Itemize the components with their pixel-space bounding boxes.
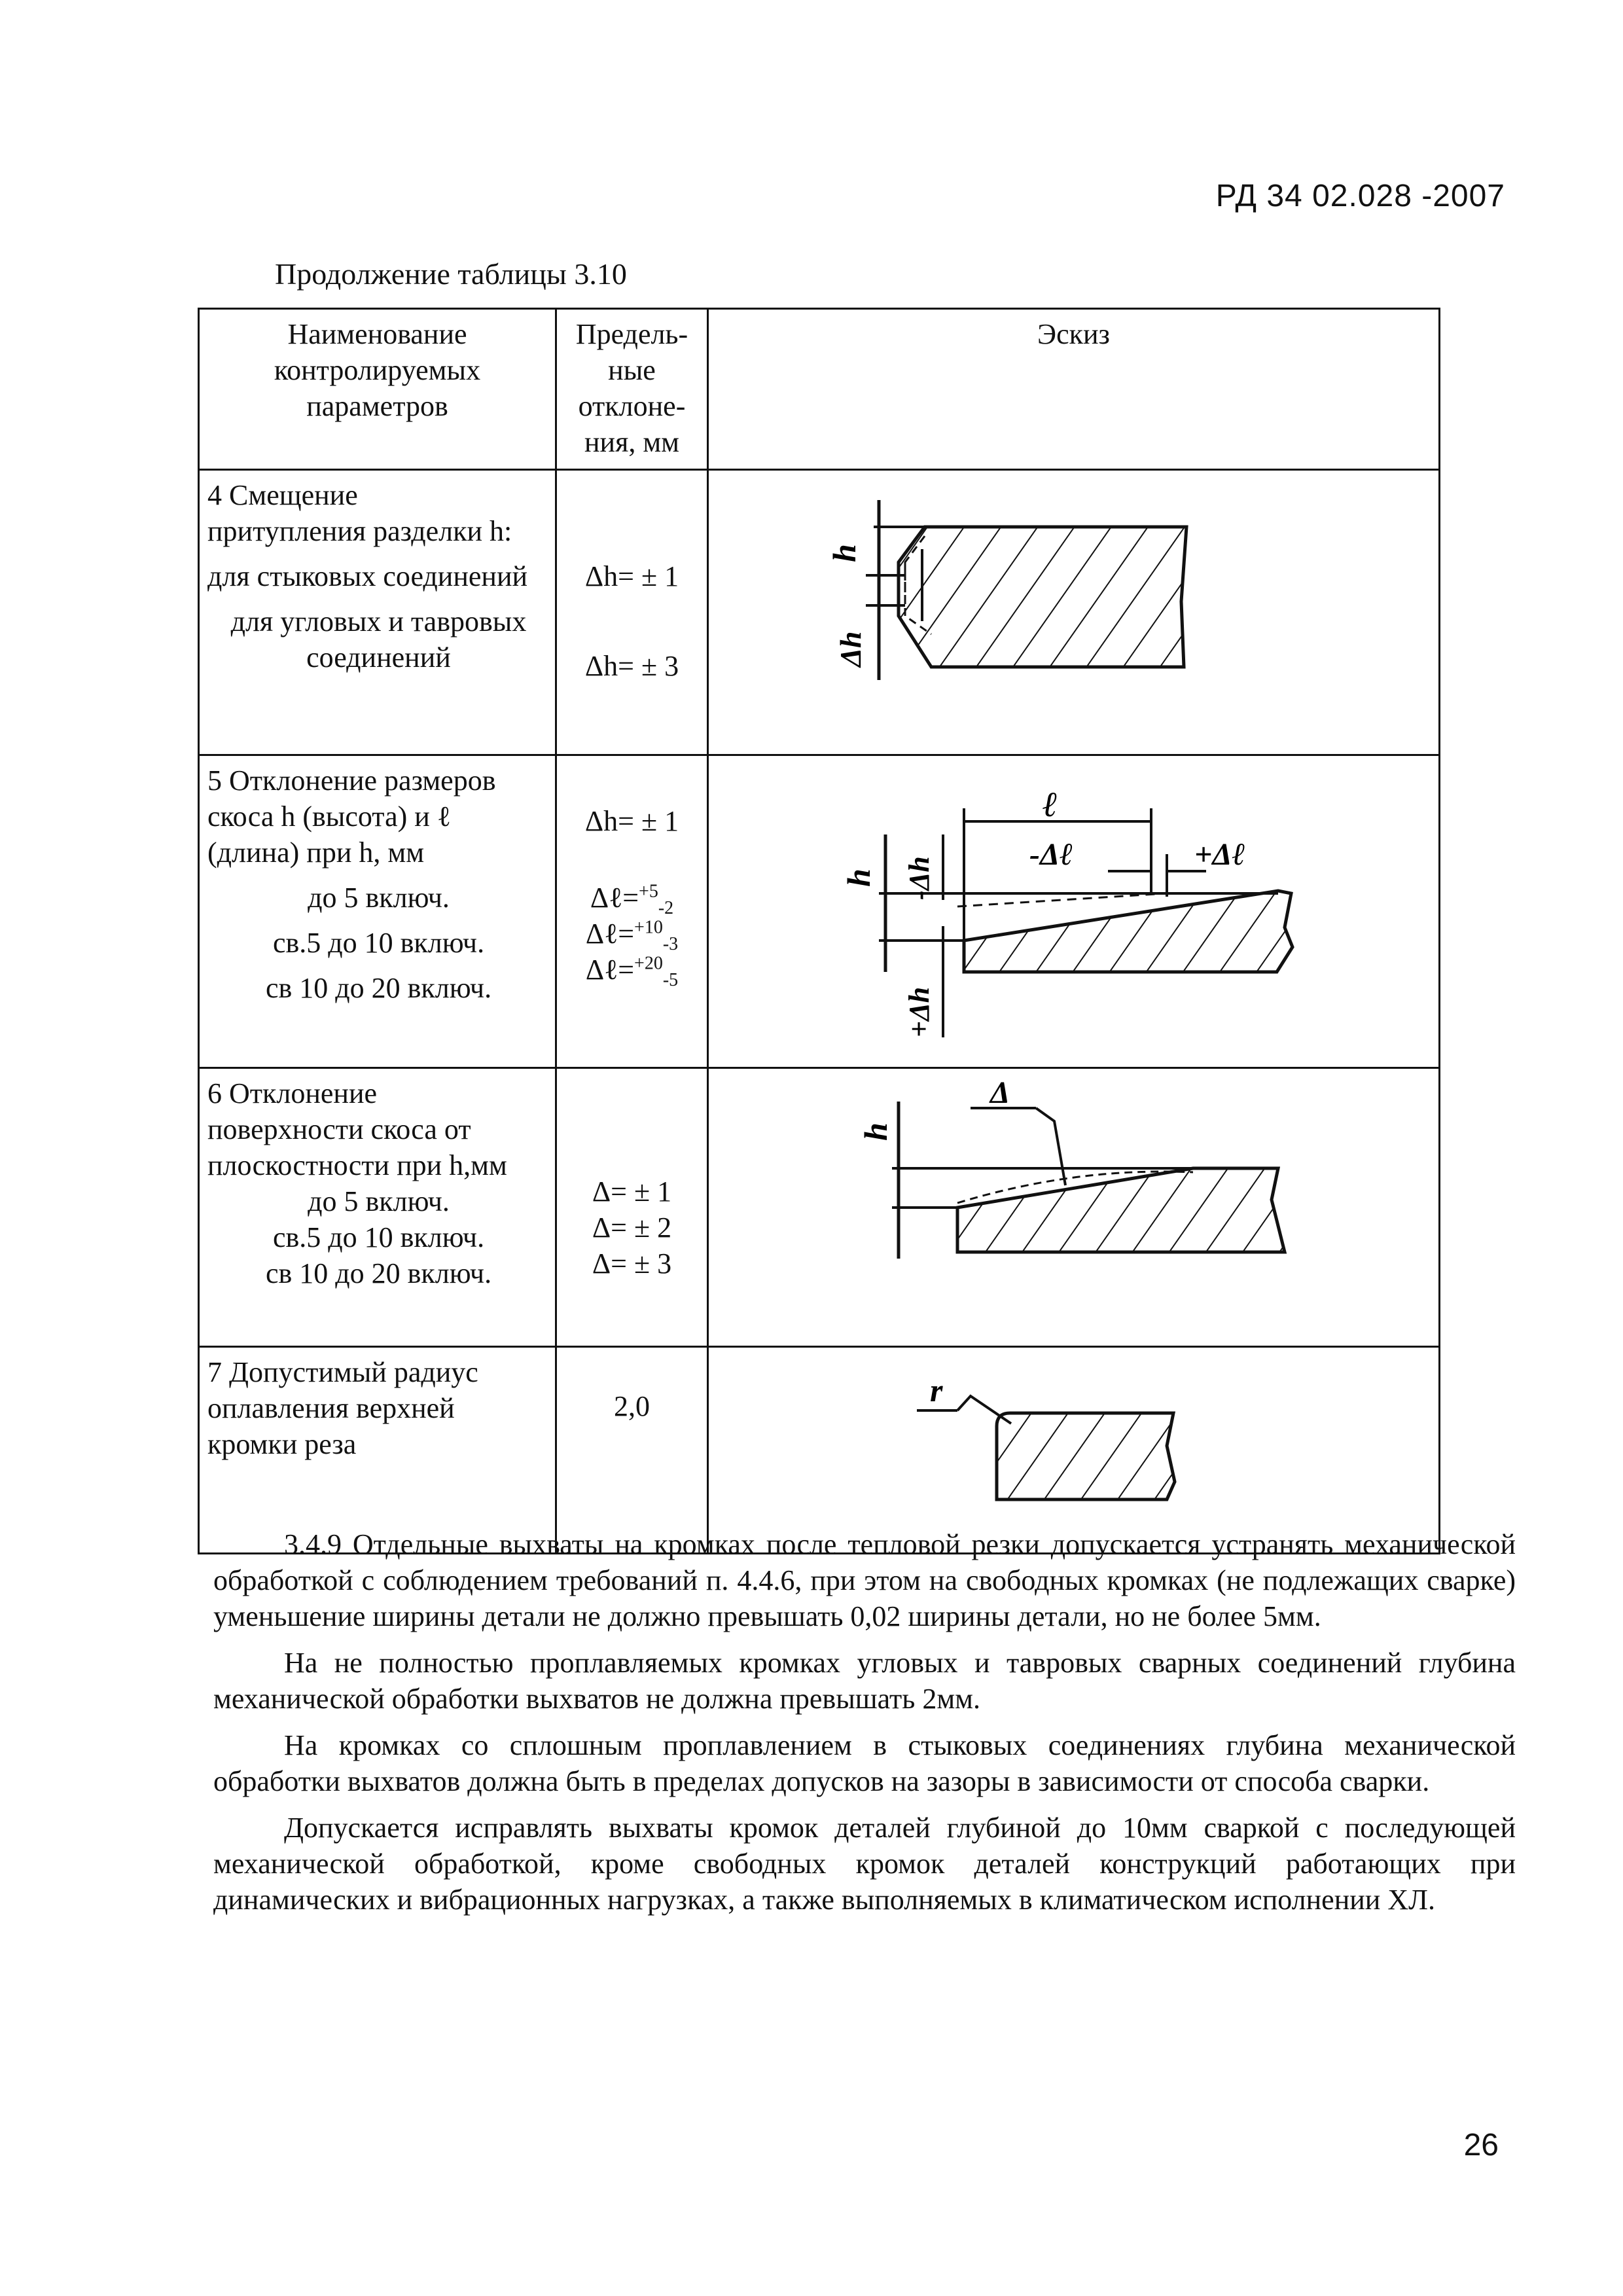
- row7-sketch: [708, 1347, 1440, 1554]
- row5-sketch: [708, 755, 1440, 1068]
- sketch-label-delta: Δ: [990, 1075, 1010, 1110]
- parameters-table: [198, 308, 1440, 1554]
- table-row: [199, 1347, 1440, 1554]
- dl-1: Δℓ=$^{+5}_{-2}$: [590, 881, 674, 918]
- bevel-size-sketch: [709, 756, 1440, 1058]
- body-text: [213, 1526, 1516, 1928]
- table-caption: Продолжение таблицы 3.10: [275, 257, 627, 291]
- paragraph: На кромках со сплошным проплавлением в стыковых соединениях глубина механической обработки выхватов должна быть в пределах допусков на зазоры в зависимости от способа сварки.: [213, 1729, 1516, 1797]
- row6-deviation: Δ= ± 1 Δ= ± 2 Δ= ± 3: [556, 1068, 708, 1347]
- header-deviation: Предель- ные отклоне- ния, мм: [556, 309, 708, 470]
- table-header-row: [199, 309, 1440, 470]
- sketch-label-dh: Δh: [834, 631, 867, 667]
- table-row: [199, 470, 1440, 755]
- paragraph: Допускается исправлять выхваты кромок деталей глубиной до 10мм сваркой с последующей механической обработкой, кроме свободных кромок деталей конструкций работающих при динамических и вибрационных нагрузках, а также выполняемых в климатическом исполнении ХЛ.: [213, 1812, 1516, 1916]
- sketch-label-h: h: [826, 544, 863, 562]
- sketch-label-plus-dl: +Δℓ: [1194, 837, 1245, 872]
- table-row: [199, 755, 1440, 1068]
- header-name: Наименование контролируемых параметров: [199, 309, 556, 470]
- paragraph-3-4-9: 3.4.9 Отдельные выхваты на кромках после тепловой резки допускается устранять механической обработкой с соблюдением требований п. 4.4.6, при этом на свободных кромках (не подлежащих сварке) уменьшение ширины детали не должно превышать 0,02 ширины детали, но не более 5мм.: [213, 1528, 1516, 1632]
- bevel-offset-sketch: [709, 471, 1440, 745]
- sketch-label-h: h: [857, 1122, 894, 1141]
- row4-sketch: [708, 470, 1440, 755]
- row6-sketch: [708, 1068, 1440, 1347]
- sketch-label-l: ℓ: [1043, 785, 1058, 824]
- bevel-flatness-sketch: [709, 1069, 1440, 1337]
- header-sketch: Эскиз: [708, 309, 1440, 470]
- sketch-label-h: h: [840, 869, 877, 887]
- sketch-label-plus-dh: +Δh: [903, 986, 935, 1037]
- row5-name: 5 Отклонение размеров скоса h (высота) и ℓ (длина) при h, мм до 5 включ. св.5 до 10 включ. св 10 до 20 включ.: [199, 755, 556, 1068]
- row7-deviation: 2,0: [556, 1347, 708, 1554]
- document-code: РД 34 02.028 -2007: [1215, 179, 1505, 213]
- edge-radius-sketch: [709, 1348, 1440, 1544]
- dl-2: Δℓ=$^{+10}_{-3}$: [585, 917, 679, 954]
- row7-name: 7 Допустимый радиус оплавления верхней кромки реза: [199, 1347, 556, 1554]
- sketch-label-minus-dh: -Δh: [903, 856, 935, 900]
- sketch-label-minus-dl: -Δℓ: [1029, 837, 1073, 872]
- row4-deviation: Δh= ± 1 Δh= ± 3: [556, 470, 708, 755]
- dl-3: Δℓ=$^{+20}_{-5}$: [585, 953, 679, 990]
- paragraph: На не полностью проплавляемых кромках угловых и тавровых сварных соединений глубина механической обработки выхватов не должна превышать 2мм.: [213, 1647, 1516, 1715]
- table-row: [199, 1068, 1440, 1347]
- sketch-label-r: r: [930, 1372, 943, 1408]
- row5-deviation: Δh= ± 1 Δℓ=$^{+5}_{-2}$ Δℓ=$^{+10}_{-3}$ Δℓ=$^{+20}_{-5}$: [556, 755, 708, 1068]
- page-number: 26: [1463, 2128, 1499, 2162]
- row6-name: 6 Отклонение поверхности скоса от плоскостности при h,мм до 5 включ. св.5 до 10 включ. св 10 до 20 включ.: [199, 1068, 556, 1347]
- row4-name: 4 Смещение притупления разделки h: для стыковых соединений для угловых и тавровых соединений: [199, 470, 556, 755]
